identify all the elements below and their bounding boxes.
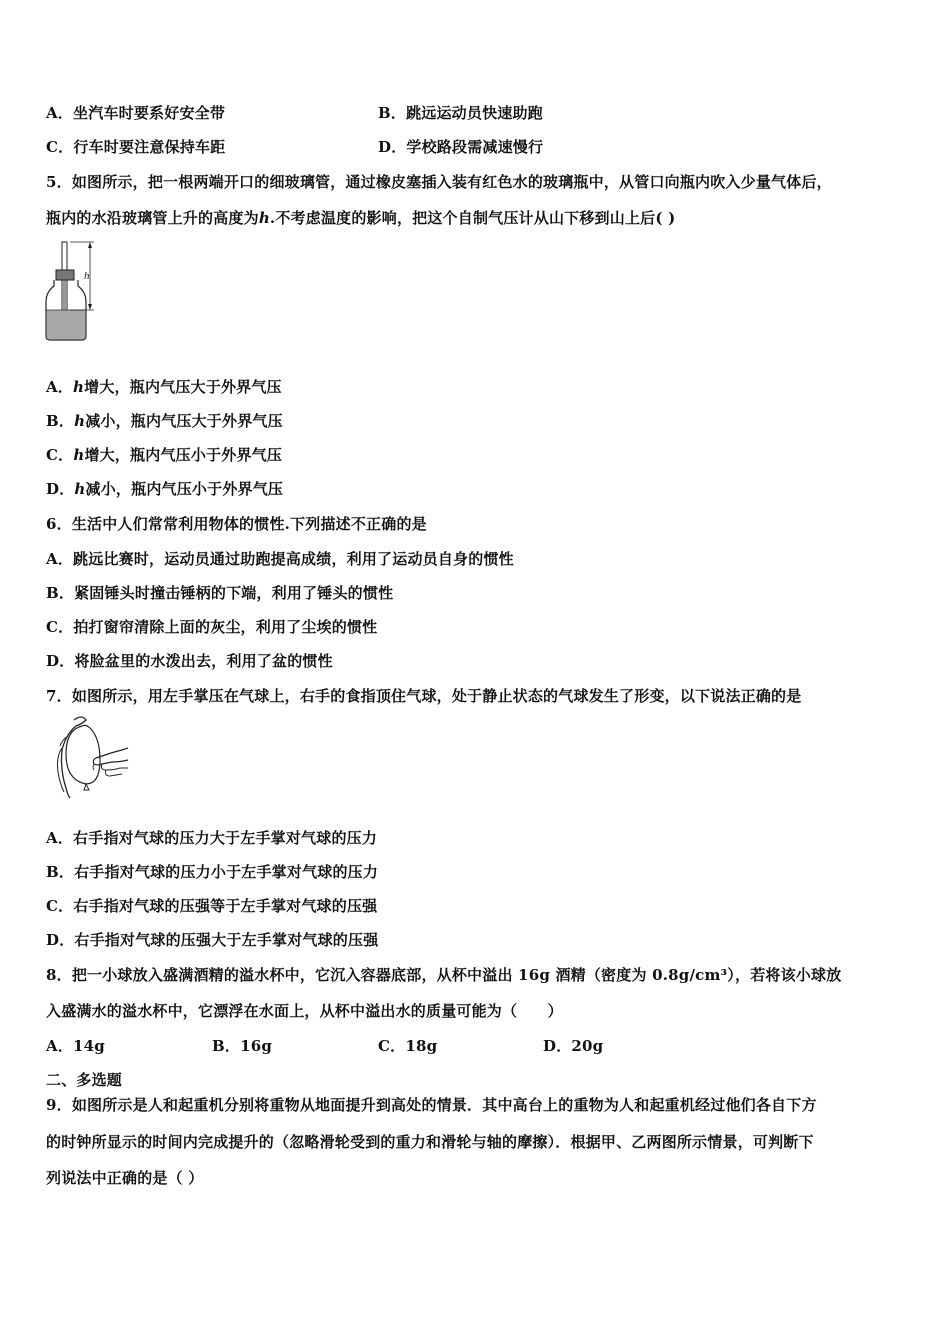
balloon-hands-figure [52, 714, 130, 800]
figure-h-label: h [84, 270, 90, 282]
q8-option-d: D．20g [543, 1037, 604, 1055]
q8-option-c: C．18g [378, 1037, 438, 1055]
q9-stem-line1: 9．如图所示是人和起重机分别将重物从地面提升到高处的情景．其中高台上的重物为人和起重机经过他们各自下方 [46, 1096, 817, 1114]
q6-option-b: B．紧固锤头时撞击锤柄的下端，利用了锤头的惯性 [46, 584, 394, 602]
q7-option-c: C．右手指对气球的压强等于左手掌对气球的压强 [46, 897, 378, 915]
q9-stem-line3: 列说法中正确的是（ ） [46, 1169, 204, 1187]
q5-option-d: D．h减小，瓶内气压小于外界气压 [46, 480, 284, 498]
q7-option-b: B．右手指对气球的压力小于左手掌对气球的压力 [46, 863, 379, 881]
q7-option-d: D．右手指对气球的压强大于左手掌对气球的压强 [46, 931, 379, 949]
q8-option-a: A．14g [46, 1037, 106, 1055]
q9-stem-line2: 的时钟所显示的时间内完成提升的（忽略滑轮受到的重力和滑轮与轴的摩擦）．根据甲、乙两图所示情景，可判断下 [46, 1133, 814, 1151]
section-title: 二、多选题 [46, 1071, 123, 1089]
q5-stem-line2: 瓶内的水沿玻璃管上升的高度为h.不考虑温度的影响，把这个自制气压计从山下移到山上后( ) [46, 209, 676, 227]
q8-stem-line2: 入盛满水的溢水杯中，它漂浮在水面上，从杯中溢出水的质量可能为（ ） [46, 1002, 563, 1020]
q4-option-a: A．坐汽车时要系好安全带 [46, 104, 226, 122]
q7-option-a: A．右手指对气球的压力大于左手掌对气球的压力 [46, 829, 378, 847]
q6-option-d: D．将脸盆里的水泼出去，利用了盆的惯性 [46, 652, 333, 670]
q6-option-a: A．跳远比赛时，运动员通过助跑提高成绩，利用了运动员自身的惯性 [46, 550, 514, 568]
q7-stem: 7．如图所示，用左手掌压在气球上，右手的食指顶住气球，处于静止状态的气球发生了形变，以下说法正确的是 [46, 687, 802, 705]
q6-option-c: C．拍打窗帘清除上面的灰尘，利用了尘埃的惯性 [46, 618, 378, 636]
q8-stem-line1: 8．把一小球放入盛满酒精的溢水杯中，它沉入容器底部，从杯中溢出 16g 酒精（密度为 0.8g/cm³），若将该小球放 [46, 966, 842, 984]
q6-stem: 6．生活中人们常常利用物体的惯性.下列描述不正确的是 [46, 515, 427, 533]
q5-var-h: h [258, 209, 270, 227]
q8-option-b: B．16g [212, 1037, 273, 1055]
q5-option-c: C．h增大，瓶内气压小于外界气压 [46, 446, 283, 464]
q4-option-c: C．行车时要注意保持车距 [46, 138, 226, 156]
q5-option-b: B．h减小，瓶内气压大于外界气压 [46, 412, 283, 430]
q4-option-b: B．跳远运动员快速助跑 [378, 104, 543, 122]
barometer-figure [40, 240, 110, 345]
q5-option-a: A．h增大，瓶内气压大于外界气压 [46, 378, 282, 396]
q4-option-d: D．学校路段需减速慢行 [378, 138, 544, 156]
q5-stem-line1: 5．如图所示，把一根两端开口的细玻璃管，通过橡皮塞插入装有红色水的玻璃瓶中，从管口向瓶内吹入少量气体后， [46, 173, 832, 191]
